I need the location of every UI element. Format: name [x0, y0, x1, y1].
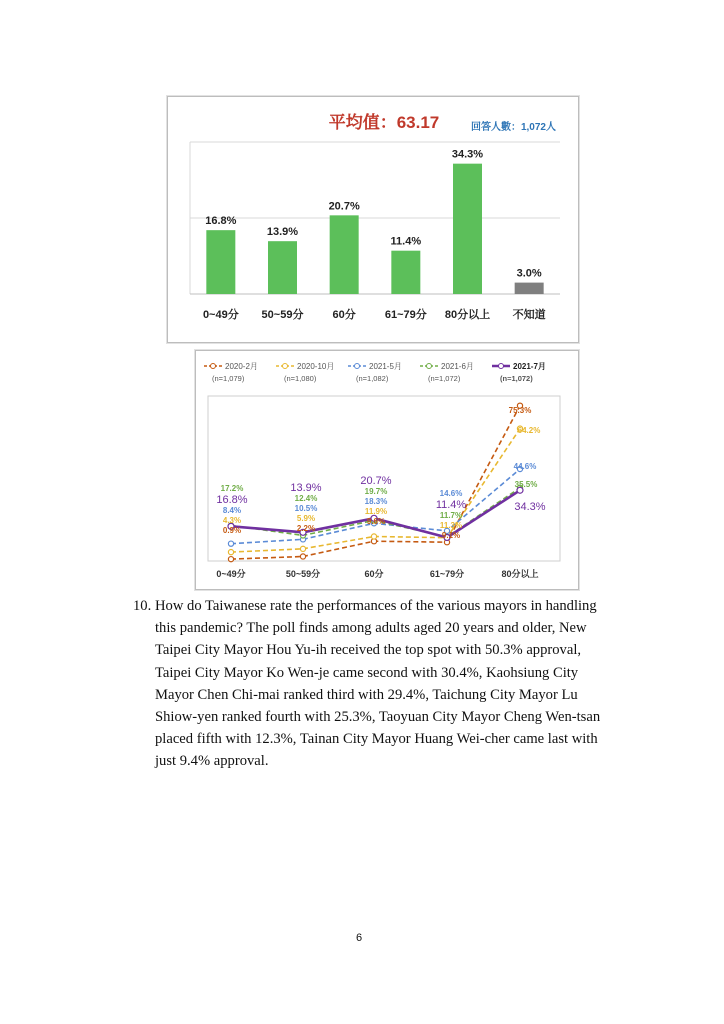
- data-point: [300, 554, 305, 559]
- bar: [391, 251, 420, 294]
- bar-value-label: 20.7%: [328, 200, 360, 213]
- data-label: 11.7%: [439, 511, 463, 520]
- bar-chart-figure: [167, 96, 579, 343]
- legend-marker: [211, 364, 216, 369]
- data-label: 2.2%: [296, 524, 316, 533]
- bar: [330, 215, 359, 294]
- data-label: 8.4%: [222, 506, 242, 515]
- data-label: 10.5%: [294, 504, 318, 513]
- data-label: 44.6%: [513, 462, 537, 471]
- line-chart: [196, 351, 578, 589]
- data-label: 13.9%: [290, 482, 322, 494]
- x-tick-label: 50~59分: [261, 309, 304, 321]
- x-tick-label: 80分以上: [501, 569, 539, 579]
- legend-marker: [283, 364, 288, 369]
- legend-marker: [427, 364, 432, 369]
- legend-label: 2021-6月: [441, 362, 474, 371]
- data-label: 11.9%: [364, 507, 388, 516]
- data-label: 5.9%: [296, 514, 316, 523]
- x-tick-label: 61~79分: [429, 569, 465, 579]
- data-label: 4.3%: [222, 516, 242, 525]
- bar: [453, 164, 482, 294]
- bar: [206, 230, 235, 294]
- data-point: [228, 541, 233, 546]
- data-label: 35.5%: [514, 480, 538, 489]
- data-point: [228, 557, 233, 562]
- data-label: 75.3%: [508, 406, 532, 415]
- x-tick-label: 0~49分: [216, 569, 246, 579]
- data-label: 14.6%: [439, 489, 463, 498]
- data-label: 17.2%: [220, 484, 244, 493]
- legend-marker: [499, 364, 504, 369]
- x-tick-label: 不知道: [512, 309, 546, 321]
- text-line: Shiow-yen ranked fourth with 25.3%, Taoyuan City Mayor Cheng Wen-tsan: [155, 709, 601, 726]
- text-line: this pandemic? The poll finds among adults aged 20 years and older, New: [155, 620, 587, 637]
- data-label: 0.9%: [222, 526, 242, 535]
- text-line: How do Taiwanese rate the performances of the various mayors in handling: [155, 598, 597, 614]
- bar-value-label: 11.4%: [390, 235, 422, 248]
- data-label: 9.6%: [366, 517, 386, 526]
- legend-sample-size: (n=1,080): [284, 374, 317, 383]
- text-line: Taipei City Mayor Hou Yu-ih received the top spot with 50.3% approval,: [155, 642, 582, 659]
- bar-value-label: 34.3%: [451, 148, 484, 161]
- data-label: 16.8%: [216, 494, 248, 506]
- data-label: 9.1%: [441, 531, 461, 540]
- bar: [515, 283, 544, 294]
- respondents-count: 回答人數：1,072人: [470, 122, 556, 133]
- data-label: 64.2%: [517, 426, 541, 435]
- bar-value-label: 16.8%: [205, 215, 237, 228]
- data-label: 11.3%: [439, 521, 463, 530]
- legend-sample-size: (n=1,072): [500, 374, 533, 383]
- legend-label: 2020-2月: [225, 362, 258, 371]
- paragraph-text: [155, 595, 605, 773]
- x-tick-label: 61~79分: [384, 309, 427, 321]
- page-number: 6: [356, 932, 363, 944]
- text-line: Mayor Chen Chi-mai ranked third with 29.4%, Taichung City Mayor Lu: [155, 686, 578, 703]
- data-point: [228, 550, 233, 555]
- x-tick-label: 60分: [332, 309, 356, 321]
- list-number: 10.: [133, 598, 152, 614]
- text-line: just 9.4% approval.: [155, 753, 269, 770]
- legend-marker: [355, 364, 360, 369]
- bar-value-label: 13.9%: [266, 226, 299, 239]
- x-tick-label: 60分: [364, 569, 384, 579]
- data-label: 34.3%: [514, 501, 546, 513]
- legend-sample-size: (n=1,079): [212, 374, 245, 383]
- data-label: 18.3%: [364, 497, 388, 506]
- bar-chart: [168, 97, 578, 342]
- data-label: 19.7%: [364, 487, 388, 496]
- data-label: 12.4%: [294, 494, 318, 503]
- bar-value-label: 3.0%: [516, 267, 542, 280]
- legend-label: 2021-5月: [369, 362, 402, 371]
- data-point: [300, 546, 305, 551]
- x-tick-label: 50~59分: [285, 569, 321, 579]
- legend-sample-size: (n=1,082): [356, 374, 389, 383]
- legend-label: 2020-10月: [297, 362, 335, 371]
- legend-label: 2021-7月: [513, 362, 546, 371]
- bar: [268, 241, 297, 294]
- x-tick-label: 0~49分: [202, 309, 239, 321]
- x-tick-label: 80分以上: [444, 309, 491, 321]
- text-line: placed fifth with 12.3%, Tainan City Mayor Huang Wei-cher came last with: [155, 731, 598, 748]
- text-line: Taipei City Mayor Ko Wen-je came second with 30.4%, Kaohsiung City: [155, 664, 579, 681]
- legend-sample-size: (n=1,072): [428, 374, 461, 383]
- data-point: [371, 534, 376, 539]
- data-label: 11.4%: [435, 499, 467, 511]
- bar-chart-title: 平均值：63.17: [328, 113, 440, 132]
- line-chart-figure: [195, 350, 579, 590]
- data-label: 20.7%: [360, 475, 392, 487]
